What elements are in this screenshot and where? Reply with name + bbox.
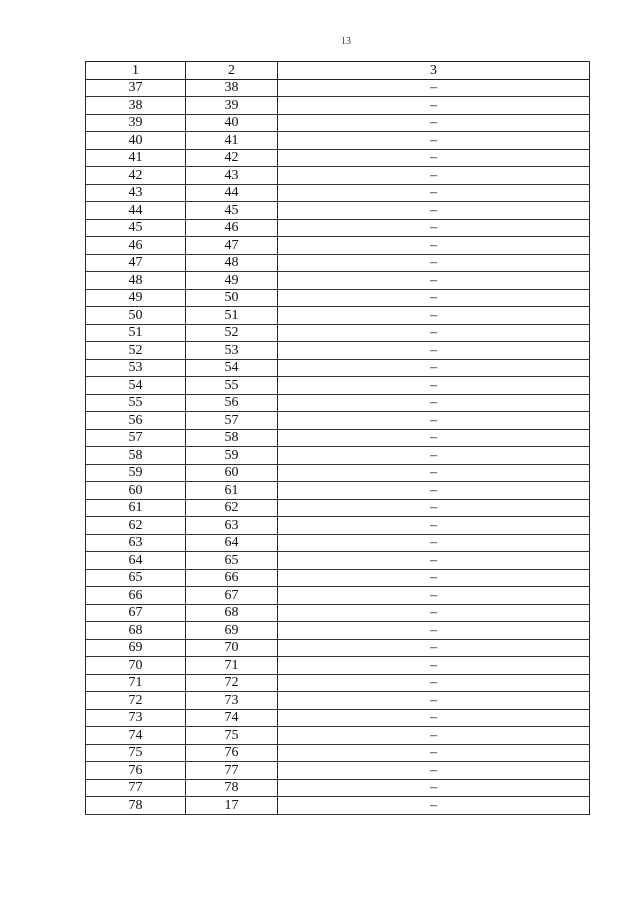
cell-col-1: 58 bbox=[86, 447, 186, 465]
table-row bbox=[86, 219, 590, 237]
table-row bbox=[86, 412, 590, 430]
cell-col-2: 70 bbox=[186, 639, 278, 657]
table-row bbox=[86, 517, 590, 535]
table-row bbox=[86, 762, 590, 780]
cell-col-2: 60 bbox=[186, 464, 278, 482]
cell-col-2: 43 bbox=[186, 167, 278, 185]
cell-col-3: – bbox=[278, 114, 590, 132]
cell-col-1: 66 bbox=[86, 587, 186, 605]
cell-col-1: 45 bbox=[86, 219, 186, 237]
cell-col-1: 65 bbox=[86, 569, 186, 587]
cell-col-2: 38 bbox=[186, 79, 278, 97]
cell-col-1: 74 bbox=[86, 727, 186, 745]
cell-col-1: 78 bbox=[86, 797, 186, 815]
table-row bbox=[86, 237, 590, 255]
table-header-row bbox=[86, 62, 590, 80]
cell-col-2: 50 bbox=[186, 289, 278, 307]
cell-col-3: – bbox=[278, 517, 590, 535]
cell-col-3: – bbox=[278, 447, 590, 465]
cell-col-3: – bbox=[278, 272, 590, 290]
cell-col-1: 59 bbox=[86, 464, 186, 482]
cell-col-1: 41 bbox=[86, 149, 186, 167]
cell-col-3: – bbox=[278, 744, 590, 762]
cell-col-2: 69 bbox=[186, 622, 278, 640]
cell-col-2: 40 bbox=[186, 114, 278, 132]
cell-col-2: 46 bbox=[186, 219, 278, 237]
cell-col-1: 50 bbox=[86, 307, 186, 325]
cell-col-3: – bbox=[278, 97, 590, 115]
cell-col-1: 39 bbox=[86, 114, 186, 132]
cell-col-2: 49 bbox=[186, 272, 278, 290]
cell-col-2: 58 bbox=[186, 429, 278, 447]
table-row bbox=[86, 149, 590, 167]
cell-col-2: 57 bbox=[186, 412, 278, 430]
table-row bbox=[86, 184, 590, 202]
cell-col-3: – bbox=[278, 499, 590, 517]
cell-col-2: 55 bbox=[186, 377, 278, 395]
cell-col-3: – bbox=[278, 289, 590, 307]
table-row bbox=[86, 604, 590, 622]
cell-col-1: 73 bbox=[86, 709, 186, 727]
cell-col-2: 59 bbox=[186, 447, 278, 465]
cell-col-3: – bbox=[278, 674, 590, 692]
cell-col-2: 77 bbox=[186, 762, 278, 780]
cell-col-1: 54 bbox=[86, 377, 186, 395]
cell-col-2: 51 bbox=[186, 307, 278, 325]
cell-col-3: – bbox=[278, 202, 590, 220]
column-header-3: 3 bbox=[278, 62, 590, 80]
table-row bbox=[86, 359, 590, 377]
cell-col-1: 40 bbox=[86, 132, 186, 150]
cell-col-3: – bbox=[278, 184, 590, 202]
cell-col-1: 38 bbox=[86, 97, 186, 115]
table-row bbox=[86, 674, 590, 692]
table-row bbox=[86, 342, 590, 360]
table-row bbox=[86, 779, 590, 797]
cell-col-1: 62 bbox=[86, 517, 186, 535]
table-row bbox=[86, 499, 590, 517]
cell-col-3: – bbox=[278, 359, 590, 377]
cell-col-2: 61 bbox=[186, 482, 278, 500]
cell-col-1: 67 bbox=[86, 604, 186, 622]
cell-col-2: 52 bbox=[186, 324, 278, 342]
table-row bbox=[86, 132, 590, 150]
cell-col-3: – bbox=[278, 324, 590, 342]
cell-col-2: 48 bbox=[186, 254, 278, 272]
table-row bbox=[86, 587, 590, 605]
page-number: 13 bbox=[341, 36, 351, 47]
table-row bbox=[86, 202, 590, 220]
cell-col-3: – bbox=[278, 482, 590, 500]
cell-col-2: 71 bbox=[186, 657, 278, 675]
cell-col-1: 53 bbox=[86, 359, 186, 377]
cell-col-2: 68 bbox=[186, 604, 278, 622]
cell-col-2: 17 bbox=[186, 797, 278, 815]
cell-col-3: – bbox=[278, 569, 590, 587]
cell-col-3: – bbox=[278, 552, 590, 570]
cell-col-1: 68 bbox=[86, 622, 186, 640]
cell-col-1: 72 bbox=[86, 692, 186, 710]
table-row bbox=[86, 482, 590, 500]
cell-col-1: 44 bbox=[86, 202, 186, 220]
table-row bbox=[86, 552, 590, 570]
table-row bbox=[86, 797, 590, 815]
cell-col-3: – bbox=[278, 254, 590, 272]
cell-col-3: – bbox=[278, 464, 590, 482]
cell-col-2: 67 bbox=[186, 587, 278, 605]
cell-col-3: – bbox=[278, 377, 590, 395]
table-row bbox=[86, 429, 590, 447]
cell-col-3: – bbox=[278, 412, 590, 430]
table-row bbox=[86, 692, 590, 710]
cell-col-2: 75 bbox=[186, 727, 278, 745]
cell-col-1: 75 bbox=[86, 744, 186, 762]
cell-col-3: – bbox=[278, 797, 590, 815]
cell-col-3: – bbox=[278, 394, 590, 412]
cell-col-3: – bbox=[278, 604, 590, 622]
cell-col-1: 70 bbox=[86, 657, 186, 675]
cell-col-1: 77 bbox=[86, 779, 186, 797]
cell-col-3: – bbox=[278, 132, 590, 150]
table-row bbox=[86, 289, 590, 307]
cell-col-2: 54 bbox=[186, 359, 278, 377]
cell-col-1: 47 bbox=[86, 254, 186, 272]
table-row bbox=[86, 394, 590, 412]
table-row bbox=[86, 377, 590, 395]
table-row bbox=[86, 639, 590, 657]
cell-col-2: 66 bbox=[186, 569, 278, 587]
cell-col-1: 46 bbox=[86, 237, 186, 255]
cell-col-1: 49 bbox=[86, 289, 186, 307]
table-row bbox=[86, 727, 590, 745]
cell-col-1: 61 bbox=[86, 499, 186, 517]
cell-col-2: 73 bbox=[186, 692, 278, 710]
cell-col-3: – bbox=[278, 307, 590, 325]
cell-col-3: – bbox=[278, 167, 590, 185]
table-row bbox=[86, 534, 590, 552]
cell-col-2: 78 bbox=[186, 779, 278, 797]
cell-col-2: 53 bbox=[186, 342, 278, 360]
cell-col-3: – bbox=[278, 342, 590, 360]
cell-col-3: – bbox=[278, 587, 590, 605]
table-row bbox=[86, 709, 590, 727]
column-header-2: 2 bbox=[186, 62, 278, 80]
table-row bbox=[86, 744, 590, 762]
cell-col-3: – bbox=[278, 429, 590, 447]
cell-col-1: 63 bbox=[86, 534, 186, 552]
cell-col-2: 56 bbox=[186, 394, 278, 412]
cell-col-2: 42 bbox=[186, 149, 278, 167]
table-row bbox=[86, 324, 590, 342]
table-row bbox=[86, 464, 590, 482]
cell-col-2: 64 bbox=[186, 534, 278, 552]
table-header bbox=[86, 62, 590, 80]
cell-col-1: 71 bbox=[86, 674, 186, 692]
table-row bbox=[86, 97, 590, 115]
column-header-1: 1 bbox=[86, 62, 186, 80]
table-row bbox=[86, 272, 590, 290]
cell-col-1: 52 bbox=[86, 342, 186, 360]
cell-col-3: – bbox=[278, 622, 590, 640]
cell-col-2: 47 bbox=[186, 237, 278, 255]
cell-col-2: 44 bbox=[186, 184, 278, 202]
table-row bbox=[86, 254, 590, 272]
cell-col-1: 55 bbox=[86, 394, 186, 412]
cell-col-3: – bbox=[278, 219, 590, 237]
cell-col-2: 41 bbox=[186, 132, 278, 150]
cell-col-3: – bbox=[278, 534, 590, 552]
cell-col-3: – bbox=[278, 149, 590, 167]
cell-col-1: 37 bbox=[86, 79, 186, 97]
cell-col-1: 69 bbox=[86, 639, 186, 657]
cell-col-3: – bbox=[278, 657, 590, 675]
cell-col-3: – bbox=[278, 79, 590, 97]
cell-col-1: 60 bbox=[86, 482, 186, 500]
cell-col-1: 42 bbox=[86, 167, 186, 185]
table-body bbox=[86, 79, 590, 814]
cell-col-3: – bbox=[278, 639, 590, 657]
table-row bbox=[86, 622, 590, 640]
cell-col-1: 64 bbox=[86, 552, 186, 570]
cell-col-1: 76 bbox=[86, 762, 186, 780]
cell-col-1: 48 bbox=[86, 272, 186, 290]
cell-col-1: 51 bbox=[86, 324, 186, 342]
cell-col-2: 39 bbox=[186, 97, 278, 115]
table-row bbox=[86, 569, 590, 587]
cell-col-1: 56 bbox=[86, 412, 186, 430]
cell-col-2: 65 bbox=[186, 552, 278, 570]
table-row bbox=[86, 167, 590, 185]
cell-col-2: 74 bbox=[186, 709, 278, 727]
cell-col-3: – bbox=[278, 692, 590, 710]
cell-col-3: – bbox=[278, 237, 590, 255]
cell-col-1: 57 bbox=[86, 429, 186, 447]
data-table bbox=[85, 61, 590, 815]
cell-col-3: – bbox=[278, 762, 590, 780]
table-row bbox=[86, 114, 590, 132]
cell-col-3: – bbox=[278, 709, 590, 727]
cell-col-2: 62 bbox=[186, 499, 278, 517]
cell-col-2: 76 bbox=[186, 744, 278, 762]
cell-col-3: – bbox=[278, 779, 590, 797]
cell-col-2: 45 bbox=[186, 202, 278, 220]
table-row bbox=[86, 307, 590, 325]
table-row bbox=[86, 447, 590, 465]
cell-col-2: 63 bbox=[186, 517, 278, 535]
cell-col-1: 43 bbox=[86, 184, 186, 202]
cell-col-2: 72 bbox=[186, 674, 278, 692]
cell-col-3: – bbox=[278, 727, 590, 745]
table-row bbox=[86, 657, 590, 675]
table-row bbox=[86, 79, 590, 97]
